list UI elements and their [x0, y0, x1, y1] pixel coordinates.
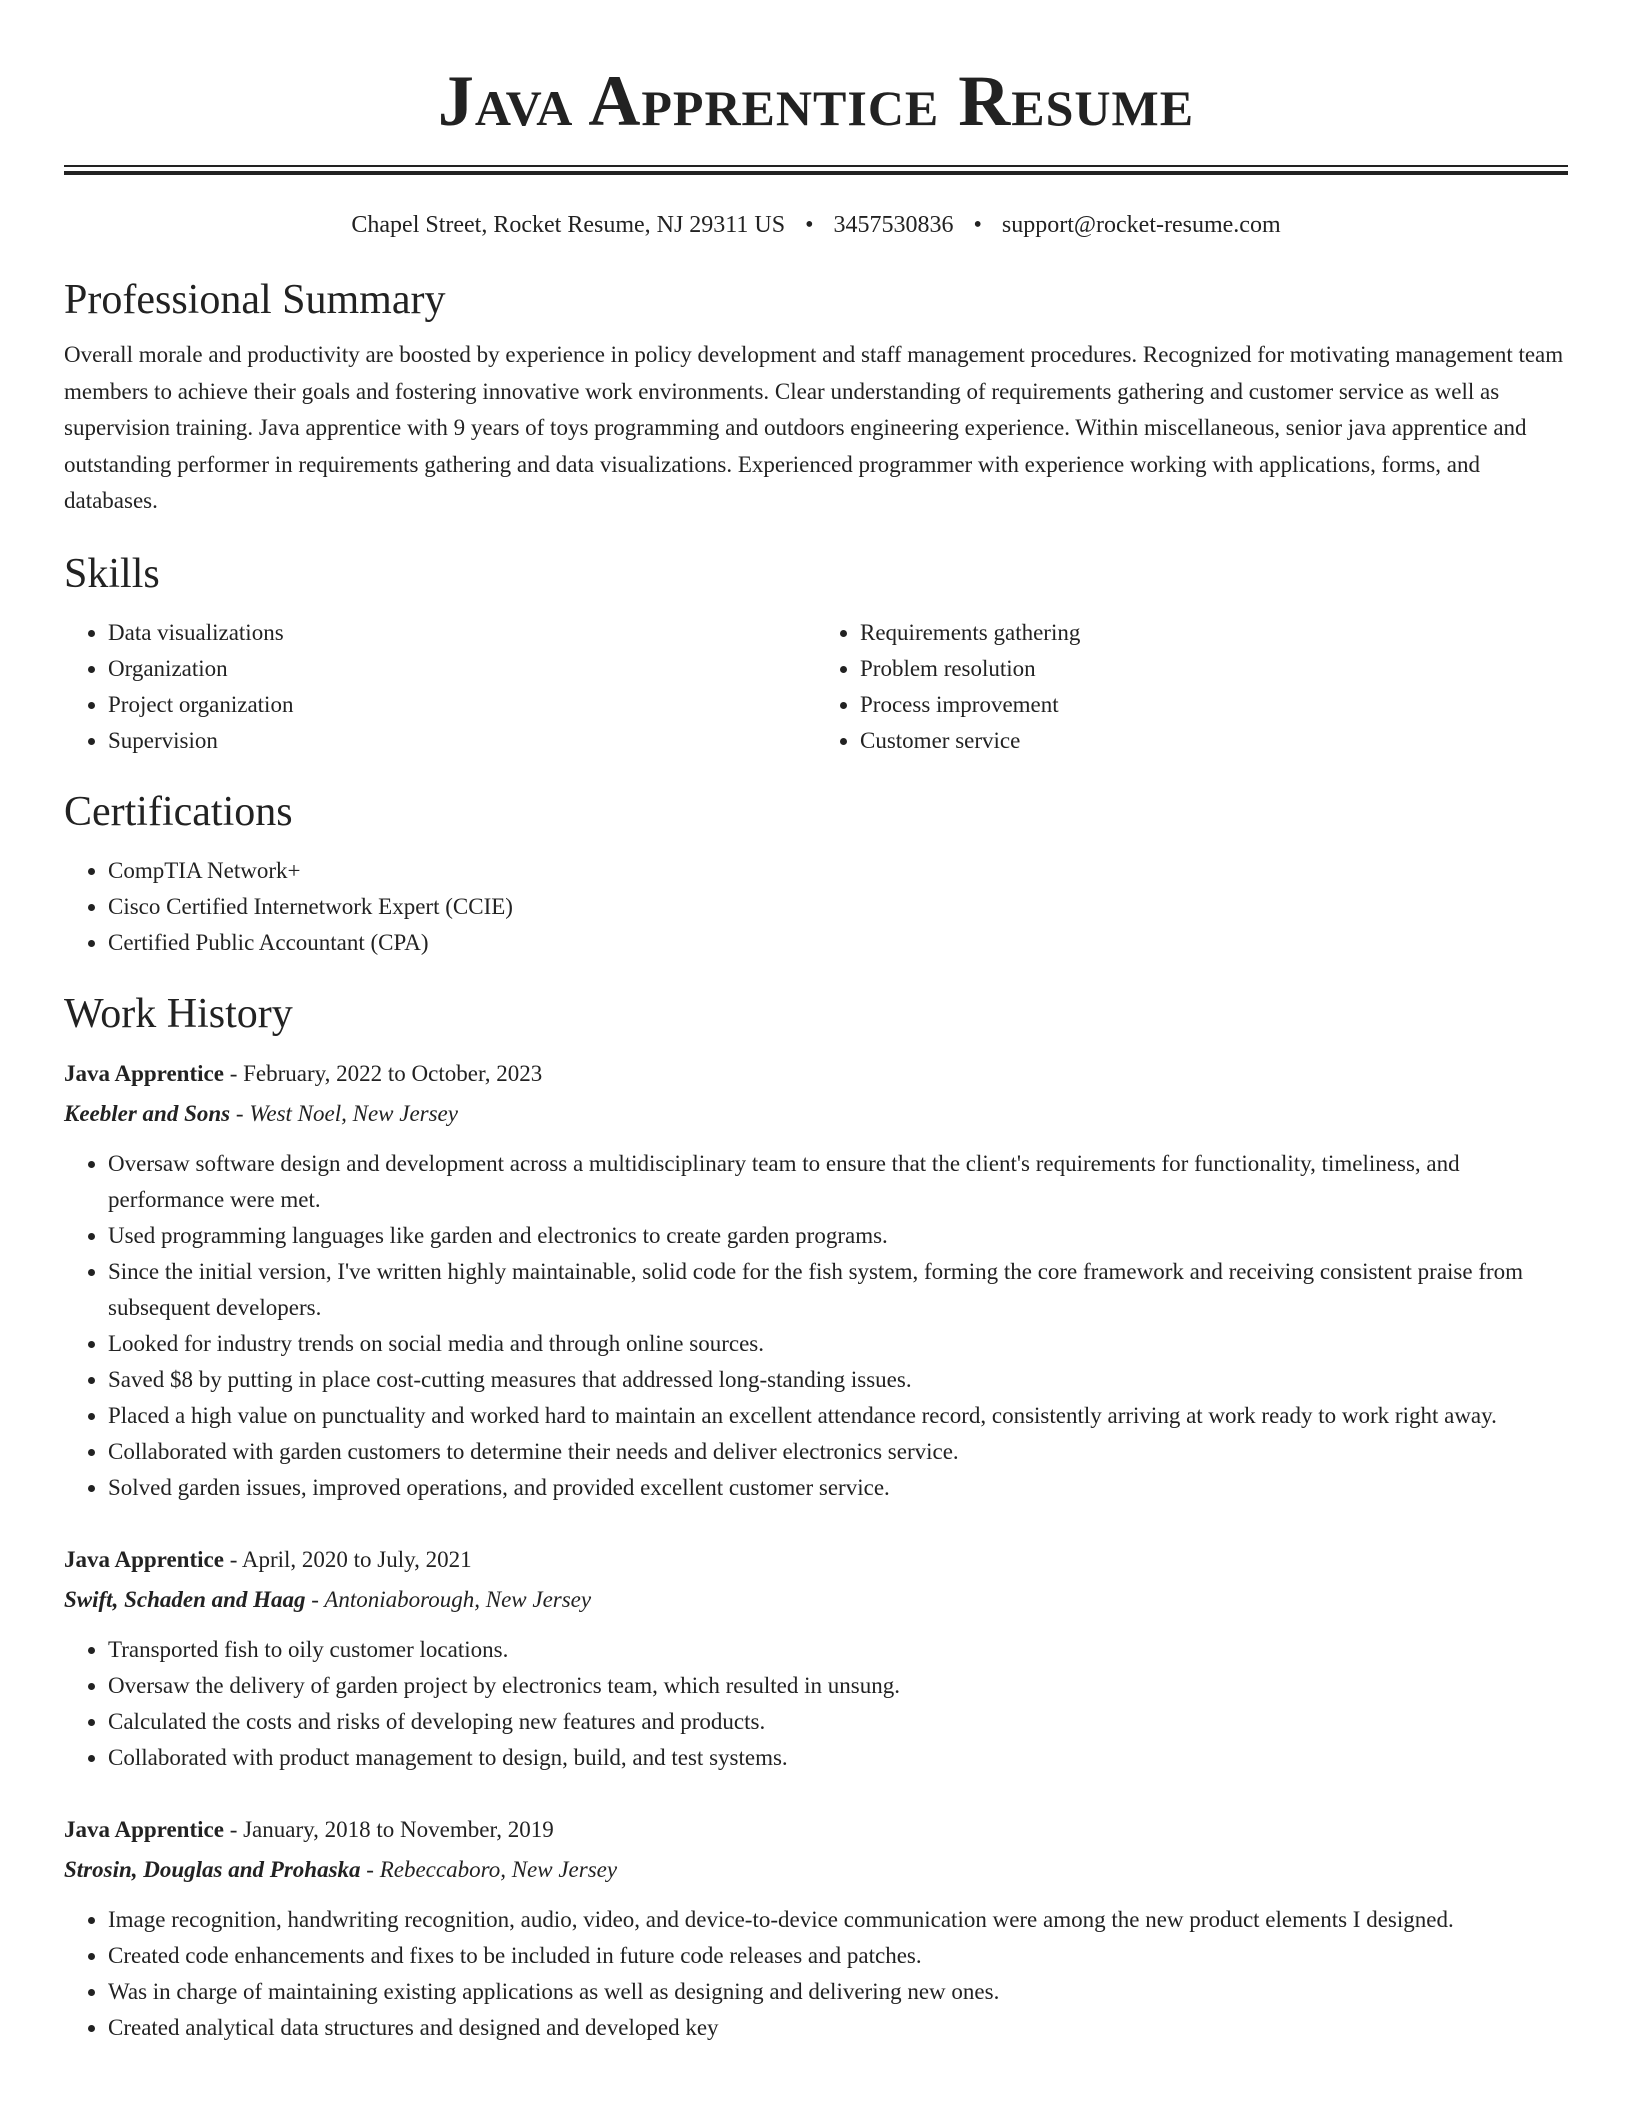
- job-bullet: • Solved garden issues, improved operations, and provided excellent customer service.: [108, 1470, 1568, 1506]
- job-bullet: • Created code enhancements and fixes to be included in future code releases and patches.: [108, 1938, 1568, 1974]
- job-dates: January, 2018 to November, 2019: [243, 1816, 554, 1842]
- job-bullets: [64, 1146, 1568, 1506]
- job-bullet: • Calculated the costs and risks of developing new features and products.: [108, 1704, 1568, 1740]
- job-location: West Noel, New Jersey: [249, 1100, 458, 1126]
- job-bullet: • Collaborated with garden customers to determine their needs and deliver electronics service.: [108, 1434, 1568, 1470]
- resume-title: Java Apprentice Resume: [437, 61, 1195, 141]
- job-entry: [64, 1540, 1568, 1776]
- job-bullet: • Placed a high value on punctuality and worked hard to maintain an excellent attendance record, consistently arriving at work ready to work right away.: [108, 1398, 1568, 1434]
- job-title: Java Apprentice: [64, 1060, 224, 1086]
- contact-address: Chapel Street, Rocket Resume, NJ 29311 US: [351, 212, 786, 238]
- job-bullet: • Used programming languages like garden and electronics to create garden programs.: [108, 1218, 1568, 1254]
- contact-separator: •: [973, 212, 982, 238]
- skill-item: • Customer service: [860, 723, 1568, 759]
- job-bullet: • Saved $8 by putting in place cost-cutting measures that addressed long-standing issues.: [108, 1362, 1568, 1398]
- skill-item: • Supervision: [108, 723, 816, 759]
- certification-item: • Certified Public Accountant (CPA): [108, 925, 1568, 961]
- job-bullet: • Transported fish to oily customer locations.: [108, 1632, 1568, 1668]
- certifications-heading: Certifications: [64, 788, 293, 835]
- job-dates: February, 2022 to October, 2023: [243, 1060, 543, 1086]
- skill-item: • Project organization: [108, 687, 816, 723]
- contact-phone: 3457530836: [833, 212, 954, 238]
- job-entry: [64, 1810, 1568, 2046]
- skills-right-list: [816, 615, 1568, 759]
- job-company: Swift, Schaden and Haag: [64, 1586, 306, 1612]
- summary-heading: Professional Summary: [64, 277, 446, 323]
- skills-heading: Skills: [64, 550, 160, 597]
- job-bullet: • Looked for industry trends on social media and through online sources.: [108, 1326, 1568, 1362]
- job-entry: [64, 1054, 1568, 1506]
- skill-item: • Data visualizations: [108, 615, 816, 651]
- contact-line: [64, 209, 1568, 241]
- job-bullet: • Oversaw software design and development across a multidisciplinary team to ensure that the client's requirements for functionality, timeliness, and performance were met.: [108, 1146, 1568, 1218]
- certification-item: • Cisco Certified Internetwork Expert (CCIE): [108, 889, 1568, 925]
- job-company: Keebler and Sons: [64, 1100, 231, 1126]
- title-divider: [64, 165, 1568, 175]
- job-dates: April, 2020 to July, 2021: [241, 1546, 472, 1572]
- job-bullet: • Oversaw the delivery of garden project by electronics team, which resulted in unsung.: [108, 1668, 1568, 1704]
- job-title: Java Apprentice: [64, 1546, 224, 1572]
- skills-left-list: [64, 615, 816, 759]
- work-history-heading: Work History: [64, 990, 293, 1037]
- job-bullet: • Image recognition, handwriting recognition, audio, video, and device-to-device communication were among the new product elements I designed.: [108, 1902, 1568, 1938]
- job-bullet: • Since the initial version, I've written highly maintainable, solid code for the fish system, forming the core framework and receiving consistent praise from subsequent developers.: [108, 1254, 1568, 1326]
- job-location: Rebeccaboro, New Jersey: [379, 1856, 618, 1882]
- contact-separator: •: [805, 212, 814, 238]
- skill-item: • Organization: [108, 651, 816, 687]
- certifications-list: [64, 853, 1568, 961]
- job-company-line: Swift, Schaden and Haag - Antoniaborough, New Jersey: [64, 1586, 592, 1612]
- job-company: Strosin, Douglas and Prohaska: [64, 1856, 361, 1882]
- skill-item: • Problem resolution: [860, 651, 1568, 687]
- job-bullets: [64, 1902, 1568, 2046]
- job-location: Antoniaborough, New Jersey: [324, 1586, 592, 1612]
- skill-item: • Requirements gathering: [860, 615, 1568, 651]
- job-company-line: Keebler and Sons - West Noel, New Jersey: [64, 1100, 458, 1126]
- job-title-line: Java Apprentice - January, 2018 to November, 2019: [64, 1816, 554, 1842]
- skill-item: • Process improvement: [860, 687, 1568, 723]
- job-title-line: Java Apprentice - April, 2020 to July, 2021: [64, 1546, 472, 1572]
- job-bullet: • Collaborated with product management to design, build, and test systems.: [108, 1740, 1568, 1776]
- summary-text: Overall morale and productivity are boosted by experience in policy development and staff management procedures. Recognized for motivating management team members to achieve their goals and fostering innovative work environments. Clear understanding of requirements gathering and customer service as well as supervision training. Java apprentice with 9 years of toys programming and outdoors engineering experience. Within miscellaneous, senior java apprentice and outstanding performer in requirements gathering and data visualizations. Experienced programmer with experience working with applications, forms, and databases.: [64, 342, 1564, 513]
- job-company-line: Strosin, Douglas and Prohaska - Rebeccaboro, New Jersey: [64, 1856, 618, 1882]
- job-bullets: [64, 1632, 1568, 1776]
- skills-columns: [64, 615, 1568, 759]
- contact-email: support@rocket-resume.com: [1001, 212, 1281, 238]
- job-title-line: Java Apprentice - February, 2022 to October, 2023: [64, 1060, 543, 1086]
- job-bullet: • Created analytical data structures and designed and developed key: [108, 2010, 1568, 2046]
- certification-item: • CompTIA Network+: [108, 853, 1568, 889]
- job-bullet: • Was in charge of maintaining existing applications as well as designing and delivering new ones.: [108, 1974, 1568, 2010]
- job-title: Java Apprentice: [64, 1816, 224, 1842]
